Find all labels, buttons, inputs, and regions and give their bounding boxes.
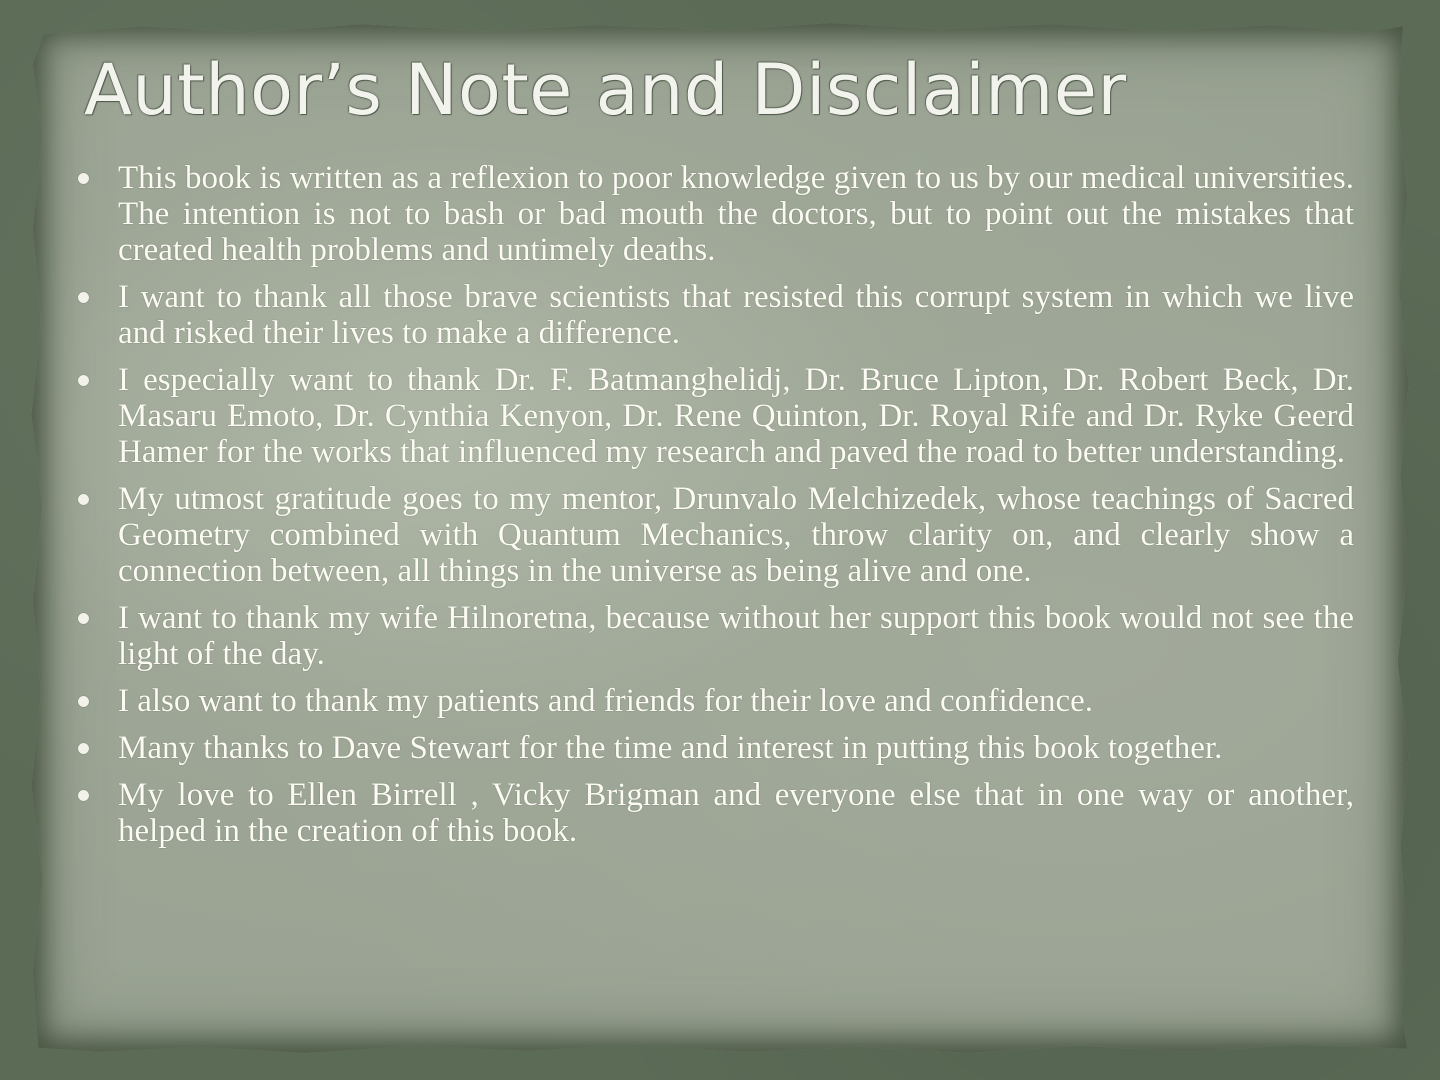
- bullet-text: I also want to thank my patients and friends for their love and confidence.: [118, 683, 1094, 719]
- bullet-dot-icon: [78, 173, 89, 184]
- bullet-item: [76, 730, 1354, 766]
- bullet-item: [76, 683, 1354, 719]
- bullet-text: My love to Ellen Birrell , Vicky Brigman and everyone else that in one way or another, helped in the creation of this book.: [118, 777, 1354, 849]
- bullet-item: [76, 777, 1354, 849]
- bullet-text: This book is written as a reflexion to poor knowledge given to us by our medical universities. The intention is not to bash or bad mouth the doctors, but to point out the mistakes that created health problems and untimely deaths.: [118, 160, 1354, 268]
- bullet-item: [76, 600, 1354, 672]
- bullet-item: [76, 362, 1354, 470]
- slide-title: Author’s Note and Disclaimer: [84, 49, 1127, 131]
- bullet-dot-icon: [78, 494, 89, 505]
- bullet-dot-icon: [78, 613, 89, 624]
- bullet-dot-icon: [78, 375, 89, 386]
- bullet-text: My utmost gratitude goes to my mentor, Drunvalo Melchizedek, whose teachings of Sacred Geometry combined with Quantum Mechanics, throw clarity on, and clearly show a connection between, all things in the universe as being alive and one.: [118, 481, 1354, 589]
- bullet-dot-icon: [78, 790, 89, 801]
- bullet-dot-icon: [78, 292, 89, 303]
- bullet-dot-icon: [78, 743, 89, 754]
- bullet-text: I especially want to thank Dr. F. Batmanghelidj, Dr. Bruce Lipton, Dr. Robert Beck, Dr. Masaru Emoto, Dr. Cynthia Kenyon, Dr. Rene Quinton, Dr. Royal Rife and Dr. Ryke Geerd Hamer for the works that influenced my research and paved the road to better understanding.: [118, 362, 1354, 470]
- bullet-item: [76, 481, 1354, 589]
- bullet-text: I want to thank my wife Hilnoretna, because without her support this book would not see the light of the day.: [118, 600, 1354, 672]
- bullet-item: [76, 160, 1354, 268]
- bullet-text: Many thanks to Dave Stewart for the time and interest in putting this book together.: [118, 730, 1223, 766]
- bullet-list: [76, 160, 1354, 860]
- bullet-text: I want to thank all those brave scientists that resisted this corrupt system in which we live and risked their lives to make a difference.: [118, 279, 1354, 351]
- bullet-item: [76, 279, 1354, 351]
- bullet-dot-icon: [78, 696, 89, 707]
